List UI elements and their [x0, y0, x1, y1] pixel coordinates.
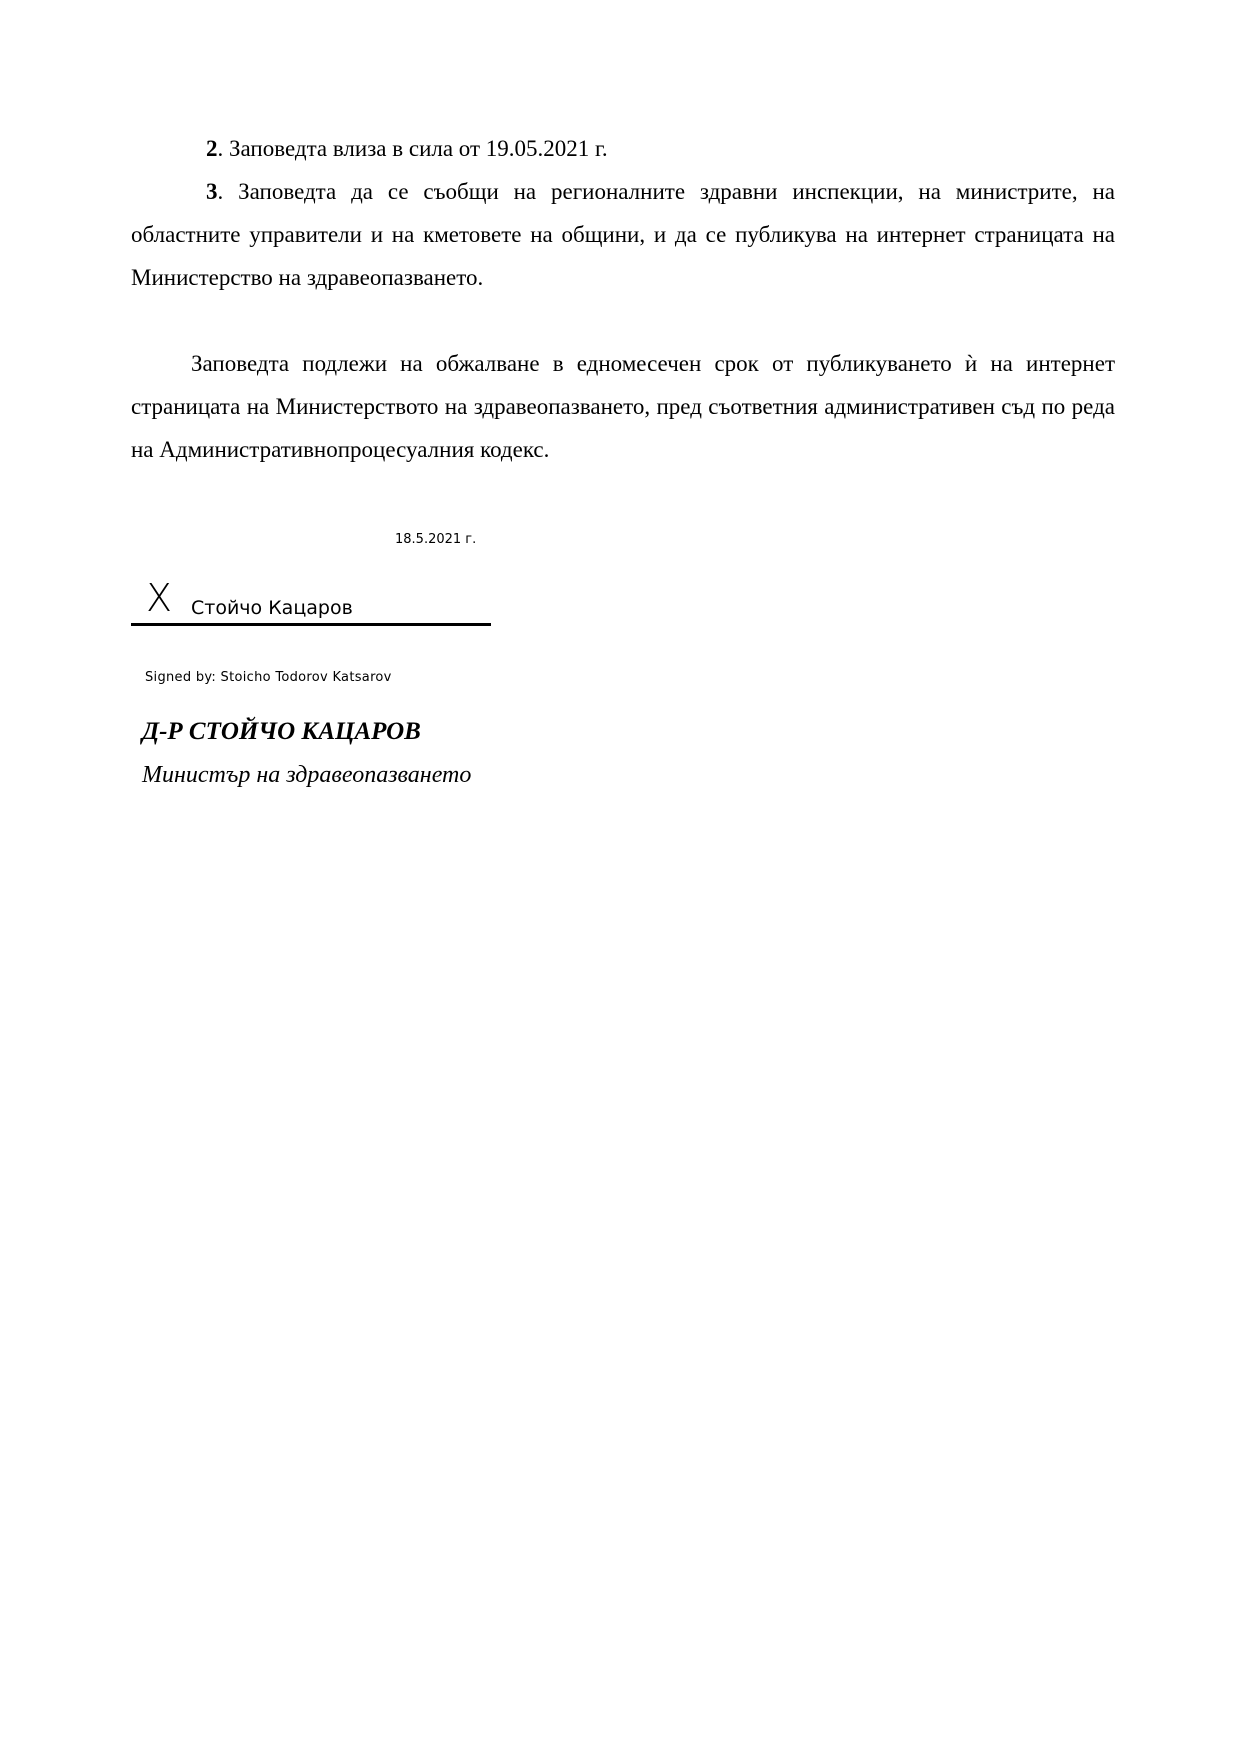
signature-mark: X	[146, 576, 173, 620]
signature-name: Стойчо Кацаров	[191, 597, 353, 619]
signature-line	[131, 623, 491, 626]
order-item-3	[131, 170, 1115, 299]
appeal-text: Заповедта подлежи на обжалване в едномесечен срок от публикуването ѝ на интернет страницата на Министерството на здравеопазването, пред съответния административен съд по реда на Административнопроцесуалния кодекс.	[131, 351, 1115, 462]
appeal-paragraph	[131, 342, 1115, 471]
item-text: . Заповедта влиза в сила от 19.05.2021 г.	[217, 136, 608, 161]
item-number: 2	[206, 136, 218, 161]
signed-by-text: Signed by: Stoicho Todorov Katsarov	[145, 670, 392, 685]
item-number: 3	[206, 179, 218, 204]
item-text: . Заповедта да се съобщи на регионалните здравни инспекции, на министрите, на областните управители и на кметовете на общини, и да се публикува на интернет страницата на Министерство на здравеопазването.	[131, 179, 1115, 290]
signer-title: Д-Р СТОЙЧО КАЦАРОВ	[142, 718, 421, 745]
signer-position: Министър на здравеопазването	[142, 762, 472, 788]
signature-date: 18.5.2021 г.	[395, 532, 477, 547]
order-item-2	[131, 127, 1115, 170]
